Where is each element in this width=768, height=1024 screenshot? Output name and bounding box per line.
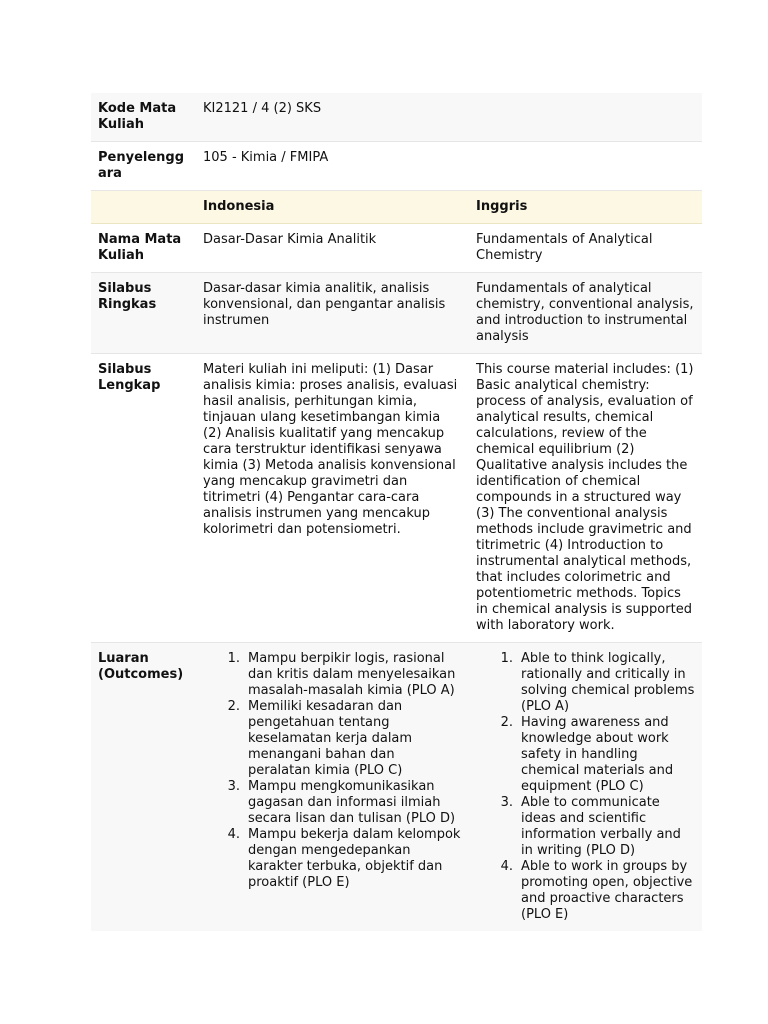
luaran-en-list	[476, 651, 696, 923]
header-inggris: Inggris	[476, 199, 528, 214]
row-luaran	[91, 643, 702, 931]
list-text: Able to work in groups by promoting open, objective and proactive characters (PLO E)	[521, 859, 693, 922]
nama-id: Dasar-Dasar Kimia Analitik	[203, 232, 377, 247]
list-number: 1.	[227, 651, 240, 666]
list-number: 4.	[500, 859, 513, 874]
value-penyelenggara: 105 - Kimia / FMIPA	[203, 150, 329, 165]
row-silabus-lengkap	[91, 354, 702, 643]
list-item	[203, 827, 461, 891]
list-number: 3.	[227, 779, 240, 794]
list-text: Able to think logically, rationally and critically in solving chemical problems (PLO A)	[521, 651, 695, 714]
luaran-en-cell	[469, 643, 702, 931]
course-info-table	[91, 93, 702, 931]
label-nama-mata-kuliah: Nama Mata Kuliah	[98, 232, 182, 263]
silabus-lengkap-en: This course material includes: (1) Basic analytical chemistry: process of analysis, evaluation of analytical results, chemical calculations, review of the chemical equilibrium (2) Qualitative analysis includes the identification of chemical compounds in a structured way (3) The conventional analysis methods include gravimetric and titrimetric (4) Introduction to instrumental analytical methods, that includes colorimetric and potentiometric methods. Topics in chemical analysis is supported with laboratory work.	[476, 362, 694, 633]
silabus-ringkas-en: Fundamentals of analytical chemistry, conventional analysis, and introduction to instrumental analysis	[476, 281, 694, 344]
luaran-id-cell	[196, 643, 469, 931]
silabus-lengkap-id: Materi kuliah ini meliputi: (1) Dasar analisis kimia: proses analisis, evaluasi hasil analisis, perhitungan kimia, tinjauan ulang kesetimbangan kimia (2) Analisis kualitatif yang mencakup cara terstruktur identifikasi senyawa kimia (3) Metoda analisis konvensional yang mencakup gravimetri dan titrimetri (4) Pengantar cara-cara analisis instrumen yang mencakup kolorimetri dan potensiometri.	[203, 362, 458, 537]
label-luaran: Luaran (Outcomes)	[98, 651, 184, 682]
list-text: Mampu bekerja dalam kelompok dengan mengedepankan karakter terbuka, objektif dan proaktif (PLO E)	[248, 827, 461, 890]
row-nama-mata-kuliah	[91, 224, 702, 273]
list-item	[476, 795, 696, 859]
row-penyelenggara	[91, 142, 702, 191]
list-number: 2.	[227, 699, 240, 714]
list-number: 1.	[500, 651, 513, 666]
label-silabus-lengkap: Silabus Lengkap	[98, 362, 161, 393]
list-text: Having awareness and knowledge about work safety in handling chemical materials and equipment (PLO C)	[521, 715, 674, 794]
list-number: 4.	[227, 827, 240, 842]
label-kode-mata-kuliah: Kode Mata Kuliah	[98, 101, 177, 132]
label-silabus-ringkas: Silabus Ringkas	[98, 281, 157, 312]
list-item	[476, 715, 696, 795]
list-item	[476, 859, 696, 923]
nama-en: Fundamentals of Analytical Chemistry	[476, 232, 653, 263]
list-text: Able to communicate ideas and scientific information verbally and in writing (PLO D)	[521, 795, 681, 858]
header-indonesia: Indonesia	[203, 199, 275, 214]
row-language-header	[91, 191, 702, 224]
list-text: Memiliki kesadaran dan pengetahuan tentang keselamatan kerja dalam menangani bahan dan peralatan kimia (PLO C)	[248, 699, 413, 778]
luaran-id-list	[203, 651, 461, 891]
list-text: Mampu mengkomunikasikan gagasan dan informasi ilmiah secara lisan dan tulisan (PLO D)	[248, 779, 456, 826]
label-penyelenggara: Penyelengg ara	[98, 150, 185, 181]
list-item	[203, 651, 461, 699]
header-empty-cell	[91, 191, 196, 223]
list-number: 2.	[500, 715, 513, 730]
list-number: 3.	[500, 795, 513, 810]
list-item	[476, 651, 696, 715]
row-kode-mata-kuliah	[91, 93, 702, 142]
list-item	[203, 699, 461, 779]
list-text: Mampu berpikir logis, rasional dan kritis dalam menyelesaikan masalah-masalah kimia (PLO A)	[248, 651, 456, 698]
row-silabus-ringkas	[91, 273, 702, 354]
silabus-ringkas-id: Dasar-dasar kimia analitik, analisis konvensional, dan pengantar analisis instrumen	[203, 281, 446, 328]
list-item	[203, 779, 461, 827]
value-kode-mata-kuliah: KI2121 / 4 (2) SKS	[203, 101, 322, 116]
